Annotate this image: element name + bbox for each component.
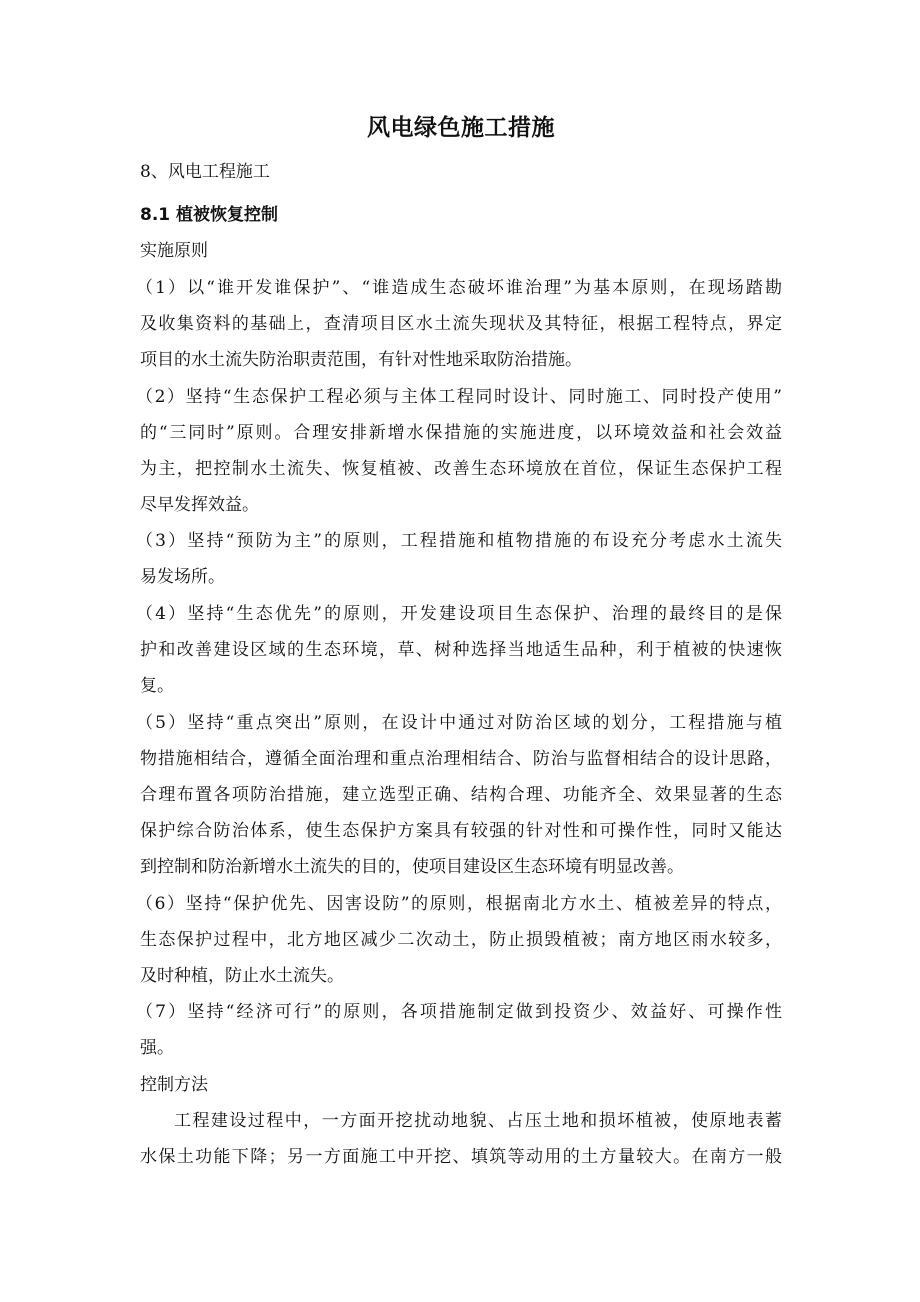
principle-2-line-3: 为主，把控制水土流失、恢复植被、改善生态环境放在首位，保证生态保护工程 (140, 459, 782, 479)
principle-5-line-4: 保护综合防治体系，使生态保护方案具有较强的针对性和可操作性，同时又能达 (140, 821, 782, 841)
principle-6-line-1: （6）坚持“保护优先、因害设防”的原则，根据南北方水土、植被差异的特点， (136, 894, 782, 914)
chapter-heading: 8、风电工程施工 (140, 162, 270, 182)
principle-4-line-1: （4）坚持“生态优先”的原则，开发建设项目生态保护、治理的最终目的是保 (136, 604, 782, 624)
methods-line-2: 水保土功能下降；另一方面施工中开挖、填筑等动用的土方量较大。在南方一般 (140, 1147, 782, 1167)
principle-3-line-1: （3）坚持“预防为主”的原则，工程措施和植物措施的布设充分考虑水土流失 (136, 531, 782, 551)
methods-line-1: 工程建设过程中，一方面开挖扰动地貌、占压土地和损坏植被，使原地表蓄 (174, 1111, 782, 1131)
principle-6-line-2: 生态保护过程中，北方地区减少二次动土，防止损毁植被；南方地区雨水较多， (140, 930, 782, 950)
principle-2-line-4: 尽早发挥效益。 (140, 495, 259, 515)
subheading-principles: 实施原则 (140, 241, 208, 261)
principle-1-line-2: 及收集资料的基础上，查清项目区水土流失现状及其特征，根据工程特点，界定 (140, 314, 782, 334)
subheading-methods: 控制方法 (140, 1075, 208, 1095)
principle-7-line-1: （7）坚持“经济可行”的原则，各项措施制定做到投资少、效益好、可操作性 (136, 1002, 782, 1022)
principle-7-line-2: 强。 (140, 1038, 174, 1058)
principle-5-line-5: 到控制和防治新增水土流失的目的，使项目建设区生态环境有明显改善。 (140, 857, 684, 877)
principle-4-line-2: 护和改善建设区域的生态环境，草、树种选择当地适生品种，利于植被的快速恢 (140, 640, 782, 660)
section-heading: 8.1 植被恢复控制 (140, 205, 279, 225)
principle-1-line-3: 项目的水土流失防治职责范围，有针对性地采取防治措施。 (140, 350, 582, 370)
principle-3-line-2: 易发场所。 (140, 567, 225, 587)
principle-2-line-2: 的“三同时”原则。合理安排新增水保措施的实施进度，以环境效益和社会效益 (140, 423, 782, 443)
principle-1-line-1: （1）以“谁开发谁保护”、“谁造成生态破坏谁治理”为基本原则，在现场踏勘 (136, 278, 782, 298)
principle-6-line-3: 及时种植，防止水土流失。 (140, 966, 344, 986)
principle-4-line-3: 复。 (140, 676, 174, 696)
principle-2-line-1: （2）坚持“生态保护工程必须与主体工程同时设计、同时施工、同时投产使用” (136, 387, 782, 407)
principle-5-line-1: （5）坚持“重点突出”原则，在设计中通过对防治区域的划分，工程措施与植 (136, 713, 782, 733)
principle-5-line-3: 合理布置各项防治措施，建立选型正确、结构合理、功能齐全、效果显著的生态 (140, 785, 782, 805)
principle-5-line-2: 物措施相结合，遵循全面治理和重点治理相结合、防治与监督相结合的设计思路， (140, 749, 782, 769)
document-title: 风电绿色施工措施 (367, 115, 555, 141)
